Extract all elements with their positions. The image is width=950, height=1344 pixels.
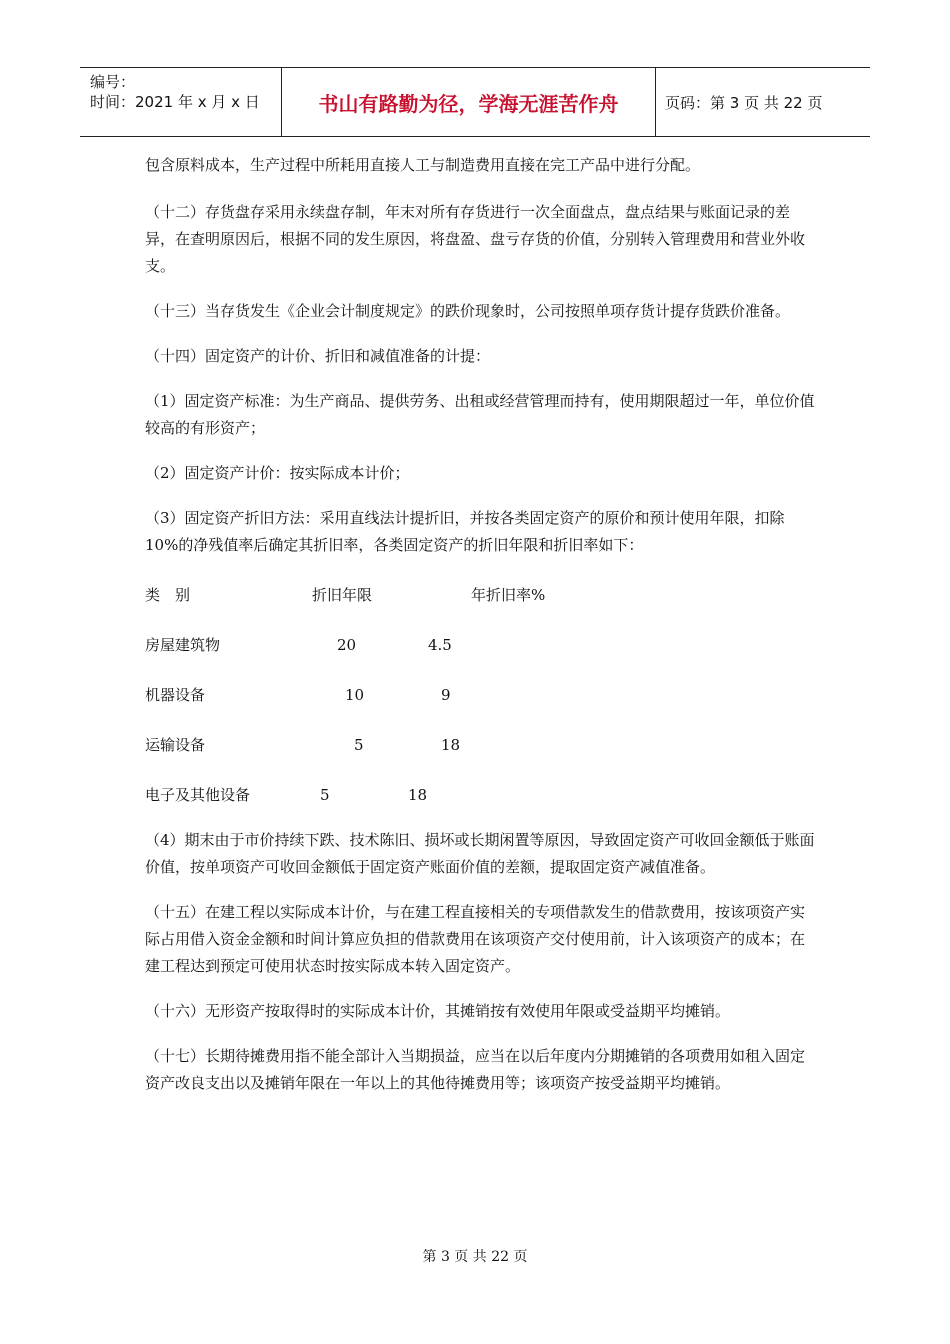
body-paragraph: （3）固定资产折旧方法：采用直线法计提折旧，并按各类固定资产的原价和预计使用年限，扣除 10%的净残值率后确定其折旧率，各类固定资产的折旧年限和折旧率如下： bbox=[145, 509, 785, 554]
table-row bbox=[145, 682, 817, 709]
body-paragraph: （十五）在建工程以实际成本计价，与在建工程直接相关的专项借款发生的借款费用，按该项资产实际占用借入资金金额和时间计算应负担的借款费用在该项资产交付使用前，计入该项资产的成本；在建工程达到预定可使用状态时按实际成本转入固定资产。 bbox=[145, 903, 806, 975]
body-paragraph: 包含原料成本，生产过程中所耗用直接人工与制造费用直接在完工产品中进行分配。 bbox=[145, 156, 701, 174]
body-paragraph: （十四）固定资产的计价、折旧和减值准备的计提： bbox=[145, 347, 491, 365]
page-footer: 第 3 页 共 22 页 bbox=[422, 1249, 528, 1265]
table-cell-years: 5 bbox=[320, 786, 330, 804]
depreciation-table bbox=[145, 582, 817, 809]
table-row bbox=[145, 632, 817, 659]
table-cell-years: 5 bbox=[354, 736, 364, 754]
table-cell-category: 电子及其他设备 bbox=[145, 786, 251, 804]
table-row bbox=[145, 782, 817, 809]
table-header-years: 折旧年限 bbox=[312, 586, 373, 604]
table-cell-rate: 18 bbox=[441, 736, 461, 754]
document-body bbox=[145, 152, 817, 1115]
table-cell-category: 房屋建筑物 bbox=[145, 636, 221, 654]
header-meta bbox=[80, 68, 282, 136]
table-cell-category: 运输设备 bbox=[145, 736, 206, 754]
header-page-info: 页码：第 3 页 共 22 页 bbox=[665, 93, 823, 112]
table-cell-years: 20 bbox=[337, 636, 357, 654]
table-cell-rate: 18 bbox=[408, 786, 428, 804]
table-header-rate: 年折旧率% bbox=[471, 586, 546, 604]
table-row bbox=[145, 732, 817, 759]
table-cell-rate: 4.5 bbox=[428, 636, 452, 654]
page-header bbox=[80, 67, 870, 137]
body-paragraph: （1）固定资产标准：为生产商品、提供劳务、出租或经营管理而持有，使用期限超过一年，单位价值较高的有形资产； bbox=[145, 392, 815, 437]
body-paragraph: （十七）长期待摊费用指不能全部计入当期损益，应当在以后年度内分期摊销的各项费用如租入固定资产改良支出以及摊销年限在一年以上的其他待摊费用等；该项资产按受益期平均摊销。 bbox=[145, 1047, 806, 1092]
document-number-label: 编号： bbox=[90, 73, 136, 91]
table-header-category: 类 别 bbox=[145, 586, 191, 604]
table-cell-category: 机器设备 bbox=[145, 686, 206, 704]
header-motto: 书山有路勤为径，学海无涯苦作舟 bbox=[282, 68, 656, 136]
body-paragraph: （十二）存货盘存采用永续盘存制，年末对所有存货进行一次全面盘点，盘点结果与账面记录的差异，在查明原因后，根据不同的发生原因，将盘盈、盘亏存货的价值，分别转入管理费用和营业外收支。 bbox=[145, 203, 806, 275]
document-date: 时间：2021 年 x 月 x 日 bbox=[90, 93, 260, 111]
body-paragraph: （2）固定资产计价：按实际成本计价； bbox=[145, 464, 410, 482]
table-header-row bbox=[145, 582, 817, 609]
table-cell-rate: 9 bbox=[441, 686, 451, 704]
body-paragraph: （十三）当存货发生《企业会计制度规定》的跌价现象时，公司按照单项存货计提存货跌价准备。 bbox=[145, 302, 791, 320]
body-paragraph: （十六）无形资产按取得时的实际成本计价，其摊销按有效使用年限或受益期平均摊销。 bbox=[145, 1002, 731, 1020]
body-paragraph: （4）期末由于市价持续下跌、技术陈旧、损坏或长期闲置等原因，导致固定资产可收回金额低于账面价值，按单项资产可收回金额低于固定资产账面价值的差额，提取固定资产减值准备。 bbox=[145, 831, 815, 876]
table-cell-years: 10 bbox=[345, 686, 365, 704]
